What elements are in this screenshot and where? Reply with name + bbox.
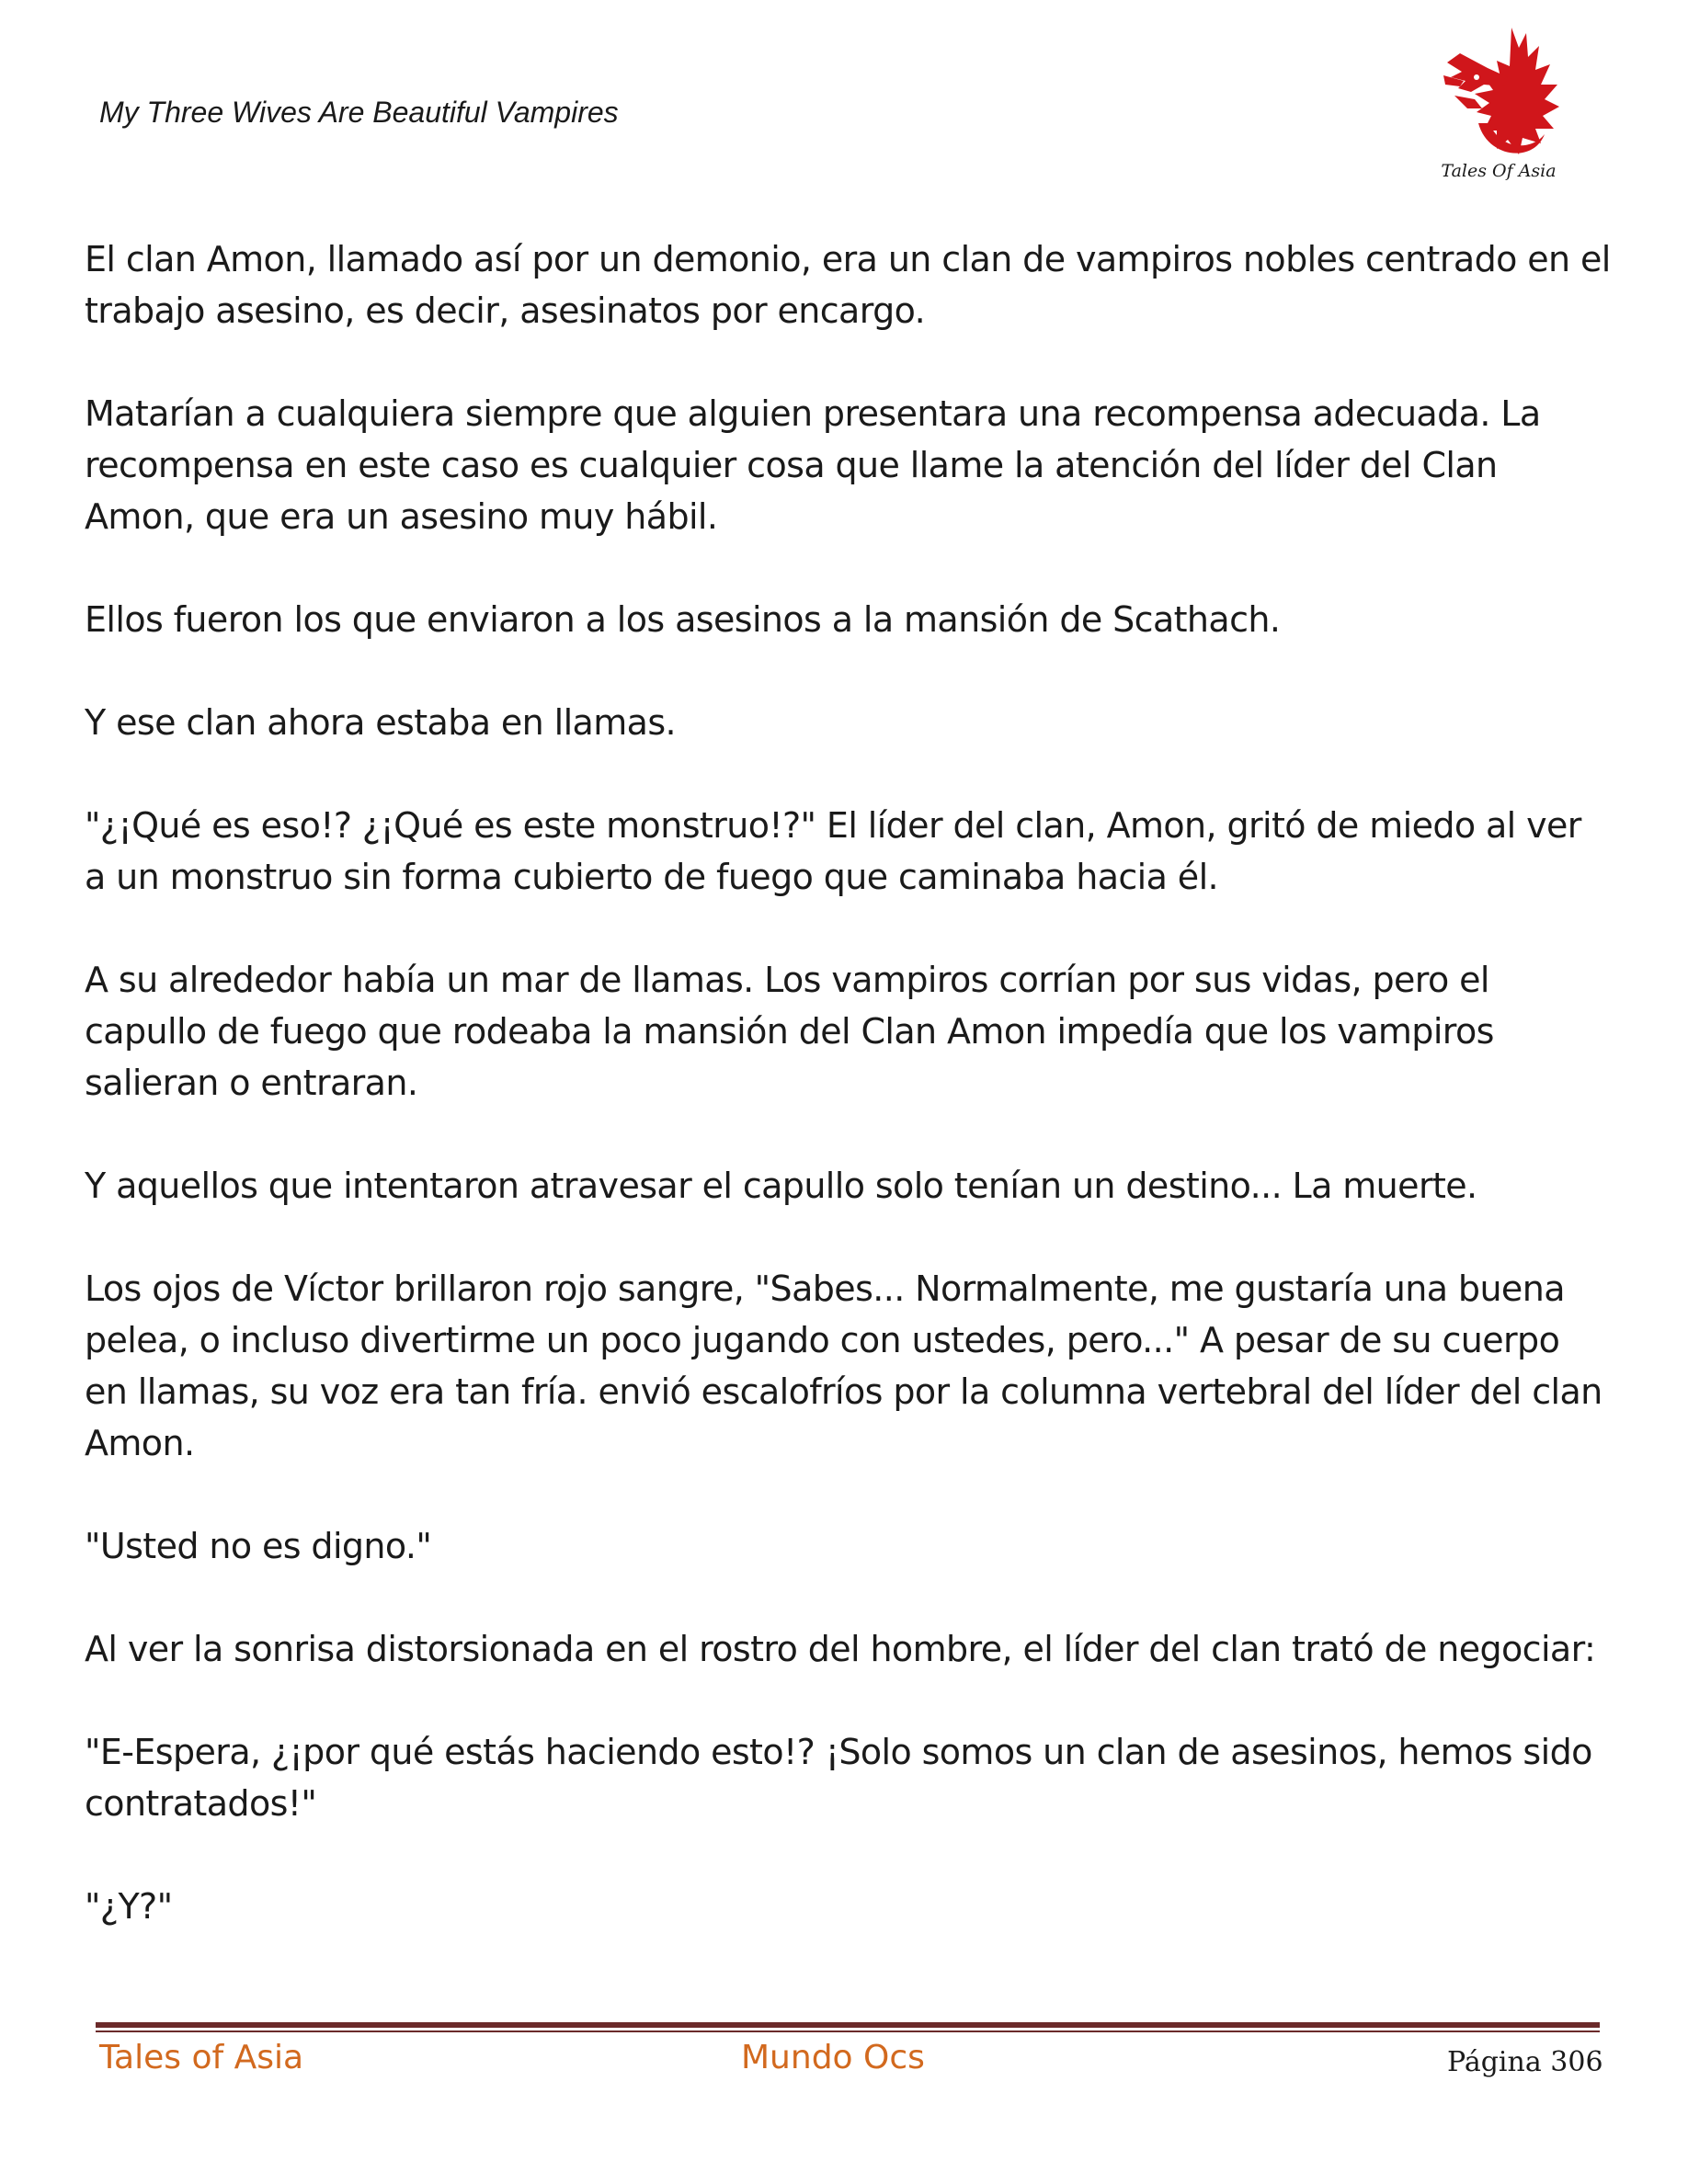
paragraph: A su alrededor había un mar de llamas. Los vampiros corrían por sus vidas, pero el capullo de fuego que rodeaba la mansión del Clan Amon impedía que los vampiros salieran o entraran. [85, 960, 1494, 1103]
paragraph: "E-Espera, ¿¡por qué estás haciendo esto!? ¡Solo somos un clan de asesinos, hemos sido contratados!" [85, 1732, 1592, 1824]
paragraph: Al ver la sonrisa distorsionada en el rostro del hombre, el líder del clan trató de negociar: [85, 1629, 1596, 1669]
paragraph: Los ojos de Víctor brillaron rojo sangre, "Sabes... Normalmente, me gustaría una buena pelea, o incluso divertirme un poco jugando con ustedes, pero..." A pesar de su cuerpo en llamas, su voz era tan fría. envió escalofríos por la columna vertebral del líder del clan Amon. [85, 1268, 1602, 1463]
chapter-body [85, 233, 1611, 1932]
page-number: Página 306 [1447, 2046, 1603, 2078]
footer-publisher: Tales of Asia [99, 2039, 304, 2076]
tales-of-asia-logo [1423, 20, 1570, 184]
paragraph: "¿¡Qué es eso!? ¿¡Qué es este monstruo!?" El líder del clan, Amon, gritó de miedo al ver a un monstruo sin forma cubierto de fuego que caminaba hacia él. [85, 805, 1581, 897]
paragraph: El clan Amon, llamado así por un demonio, era un clan de vampiros nobles centrado en el trabajo asesino, es decir, asesinatos por encargo. [85, 239, 1611, 331]
dragon-logo-icon [1423, 20, 1570, 184]
footer-site: Mundo Ocs [741, 2039, 925, 2076]
paragraph: "¿Y?" [85, 1886, 173, 1927]
paragraph: Matarían a cualquiera siempre que alguien presentara una recompensa adecuada. La recompensa en este caso es cualquier cosa que llame la atención del líder del Clan Amon, que era un asesino muy hábil. [85, 393, 1541, 537]
paragraph: Ellos fueron los que enviaron a los asesinos a la mansión de Scathach. [85, 599, 1281, 640]
footer-divider [96, 2022, 1600, 2032]
paragraph: Y aquellos que intentaron atravesar el capullo solo tenían un destino... La muerte. [85, 1166, 1477, 1206]
paragraph: "Usted no es digno." [85, 1526, 432, 1566]
logo-text: Tales Of Asia [1441, 161, 1557, 181]
book-title: My Three Wives Are Beautiful Vampires [99, 96, 619, 129]
paragraph: Y ese clan ahora estaba en llamas. [85, 702, 677, 743]
